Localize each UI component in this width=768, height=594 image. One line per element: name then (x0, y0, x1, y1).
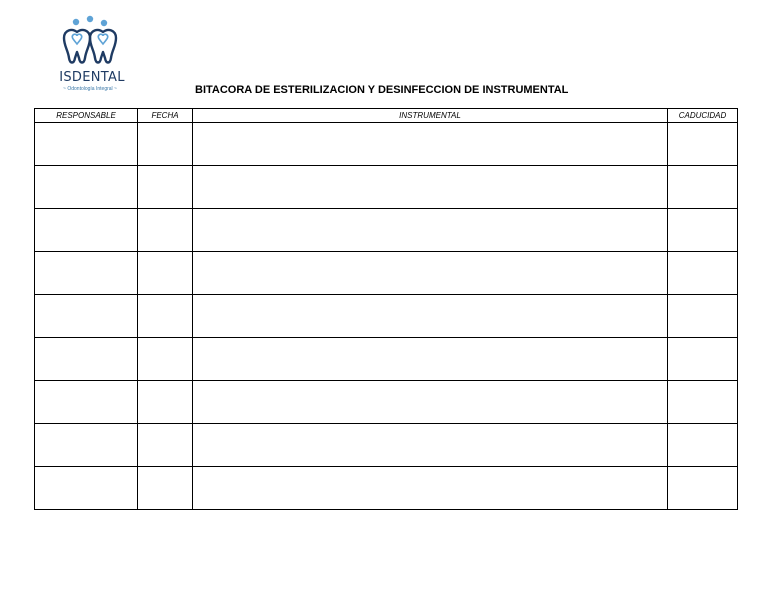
caducidad-cell[interactable] (668, 123, 738, 166)
instrumental-cell[interactable] (193, 252, 668, 295)
responsable-cell[interactable] (35, 338, 138, 381)
instrumental-cell[interactable] (193, 467, 668, 510)
column-header-instrumental: INSTRUMENTAL (193, 109, 668, 123)
fecha-cell[interactable] (138, 381, 193, 424)
responsable-cell[interactable] (35, 467, 138, 510)
column-header-fecha: FECHA (138, 109, 193, 123)
fecha-cell[interactable] (138, 338, 193, 381)
fecha-cell[interactable] (138, 123, 193, 166)
responsable-cell[interactable] (35, 424, 138, 467)
caducidad-cell[interactable] (668, 338, 738, 381)
isdental-logo (48, 14, 130, 96)
column-header-responsable: RESPONSABLE (35, 109, 138, 123)
table-row (35, 209, 738, 252)
table-body (35, 123, 738, 510)
instrumental-cell[interactable] (193, 381, 668, 424)
caducidad-cell[interactable] (668, 381, 738, 424)
caducidad-cell[interactable] (668, 166, 738, 209)
responsable-cell[interactable] (35, 209, 138, 252)
caducidad-cell[interactable] (668, 424, 738, 467)
table-row (35, 123, 738, 166)
instrumental-cell[interactable] (193, 166, 668, 209)
table-row (35, 166, 738, 209)
table-row (35, 467, 738, 510)
caducidad-cell[interactable] (668, 295, 738, 338)
instrumental-cell[interactable] (193, 295, 668, 338)
caducidad-cell[interactable] (668, 467, 738, 510)
caducidad-cell[interactable] (668, 252, 738, 295)
fecha-cell[interactable] (138, 166, 193, 209)
table-row (35, 338, 738, 381)
table-header-row (35, 109, 738, 123)
responsable-cell[interactable] (35, 252, 138, 295)
table-row (35, 424, 738, 467)
tooth-pair-icon (54, 14, 126, 70)
table-row (35, 295, 738, 338)
table-row (35, 252, 738, 295)
instrumental-cell[interactable] (193, 123, 668, 166)
fecha-cell[interactable] (138, 467, 193, 510)
responsable-cell[interactable] (35, 123, 138, 166)
sterilization-log-table (34, 108, 738, 510)
caducidad-cell[interactable] (668, 209, 738, 252)
fecha-cell[interactable] (138, 295, 193, 338)
document-title: BITACORA DE ESTERILIZACION Y DESINFECCION DE INSTRUMENTAL (195, 84, 569, 96)
brand-tagline: ~ Odontología Integral ~ (63, 86, 117, 92)
instrumental-cell[interactable] (193, 209, 668, 252)
instrumental-cell[interactable] (193, 338, 668, 381)
table-row (35, 381, 738, 424)
column-header-caducidad: CADUCIDAD (668, 109, 738, 123)
instrumental-cell[interactable] (193, 424, 668, 467)
responsable-cell[interactable] (35, 381, 138, 424)
responsable-cell[interactable] (35, 166, 138, 209)
responsable-cell[interactable] (35, 295, 138, 338)
fecha-cell[interactable] (138, 252, 193, 295)
brand-name: ISDENTAL (59, 70, 125, 85)
fecha-cell[interactable] (138, 424, 193, 467)
fecha-cell[interactable] (138, 209, 193, 252)
